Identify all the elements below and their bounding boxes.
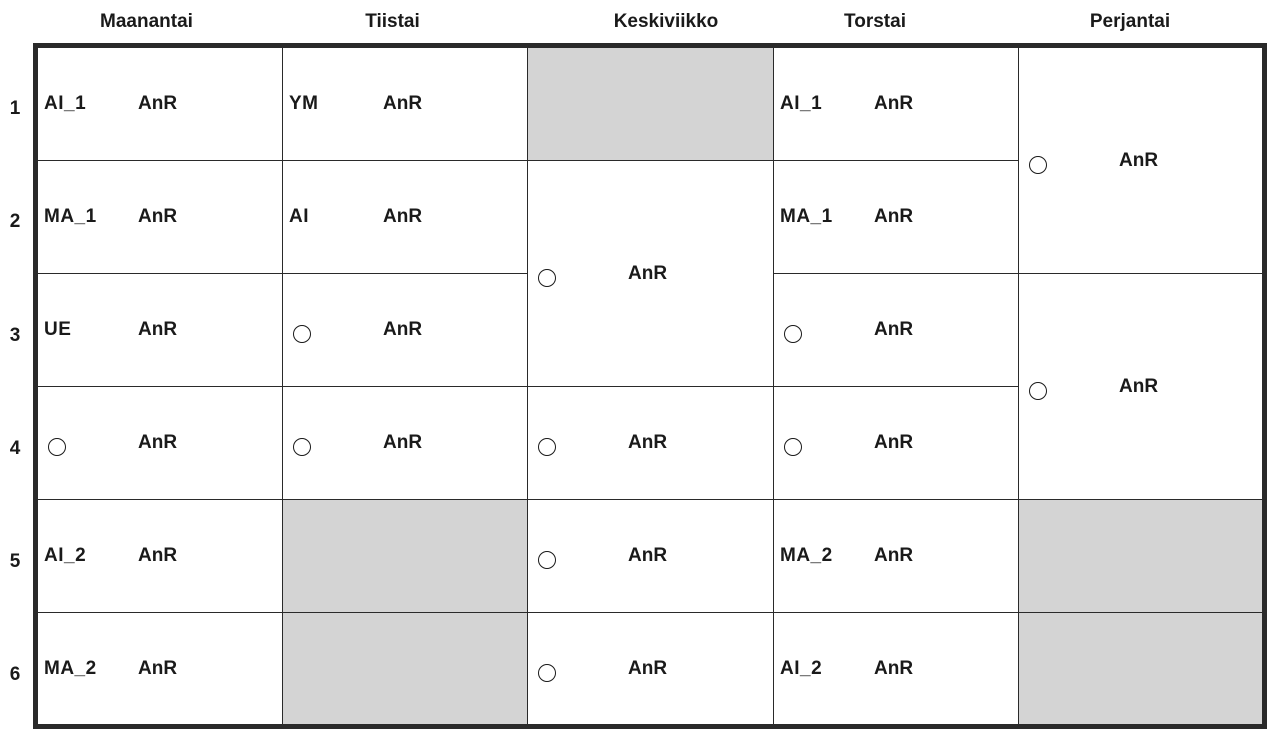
period-number-3: 3: [9, 325, 21, 346]
course-code: MA_1: [44, 206, 97, 227]
period-number-4: 4: [9, 438, 21, 459]
circle-icon: [538, 269, 556, 287]
slot-tuesday-1[interactable]: [283, 48, 528, 161]
room-label: AnR: [383, 432, 423, 453]
day-header-friday: Perjantai: [1089, 11, 1171, 32]
room-label: AnR: [383, 206, 423, 227]
circle-icon: [538, 551, 556, 569]
room-label: AnR: [383, 319, 423, 340]
slot-tuesday-4[interactable]: [283, 387, 528, 500]
slot-wednesday-6[interactable]: [528, 613, 774, 724]
slot-friday-5-empty[interactable]: [1019, 500, 1262, 613]
course-code: AI: [289, 206, 309, 227]
slot-monday-2[interactable]: [38, 161, 283, 274]
slot-wednesday-4[interactable]: [528, 387, 774, 500]
day-header-monday: Maanantai: [100, 11, 193, 32]
room-label: AnR: [874, 206, 914, 227]
slot-monday-5[interactable]: [38, 500, 283, 613]
circle-icon: [293, 438, 311, 456]
slot-tuesday-6-empty[interactable]: [283, 613, 528, 724]
circle-icon: [538, 664, 556, 682]
room-label: AnR: [1119, 375, 1159, 397]
circle-icon: [293, 325, 311, 343]
room-label: AnR: [628, 657, 668, 679]
slot-friday-3-4[interactable]: [1019, 274, 1262, 500]
course-code: MA_2: [44, 657, 97, 679]
course-code: MA_1: [780, 206, 833, 227]
slot-wednesday-2-3[interactable]: [528, 161, 774, 387]
course-code: MA_2: [780, 545, 833, 566]
room-label: AnR: [138, 432, 178, 453]
day-header-wednesday: Keskiviikko: [613, 11, 719, 32]
slot-wednesday-1-empty[interactable]: [528, 48, 774, 161]
room-label: AnR: [628, 545, 668, 566]
room-label: AnR: [138, 319, 178, 340]
day-header-tuesday: Tiistai: [365, 11, 420, 32]
slot-thursday-3[interactable]: [774, 274, 1019, 387]
circle-icon: [48, 438, 66, 456]
slot-thursday-6[interactable]: [774, 613, 1019, 724]
slot-friday-1-2[interactable]: [1019, 48, 1262, 274]
circle-icon: [1029, 156, 1047, 174]
slot-thursday-4[interactable]: [774, 387, 1019, 500]
room-label: AnR: [874, 93, 914, 114]
slot-monday-3[interactable]: [38, 274, 283, 387]
slot-tuesday-2[interactable]: [283, 161, 528, 274]
room-label: AnR: [628, 262, 668, 284]
slot-wednesday-5[interactable]: [528, 500, 774, 613]
room-label: AnR: [874, 545, 914, 566]
circle-icon: [784, 325, 802, 343]
course-code: AI_1: [44, 93, 87, 114]
course-code: AI_2: [780, 657, 823, 679]
slot-tuesday-3[interactable]: [283, 274, 528, 387]
period-number-1: 1: [9, 98, 21, 119]
room-label: AnR: [874, 657, 914, 679]
room-label: AnR: [138, 93, 178, 114]
slot-thursday-1[interactable]: [774, 48, 1019, 161]
day-header-thursday: Torstai: [844, 11, 906, 32]
circle-icon: [1029, 382, 1047, 400]
course-code: AI_1: [780, 93, 823, 114]
room-label: AnR: [628, 432, 668, 453]
slot-thursday-2[interactable]: [774, 161, 1019, 274]
circle-icon: [784, 438, 802, 456]
room-label: AnR: [138, 206, 178, 227]
room-label: AnR: [1119, 149, 1159, 171]
room-label: AnR: [874, 432, 914, 453]
room-label: AnR: [138, 657, 178, 679]
room-label: AnR: [383, 93, 423, 114]
slot-monday-4[interactable]: [38, 387, 283, 500]
circle-icon: [538, 438, 556, 456]
period-number-5: 5: [9, 551, 21, 572]
room-label: AnR: [138, 545, 178, 566]
course-code: UE: [44, 319, 72, 340]
slot-monday-1[interactable]: [38, 48, 283, 161]
slot-thursday-5[interactable]: [774, 500, 1019, 613]
slot-friday-6-empty[interactable]: [1019, 613, 1262, 724]
schedule-grid: [33, 43, 1267, 729]
course-code: AI_2: [44, 545, 87, 566]
period-number-2: 2: [9, 211, 21, 232]
period-number-6: 6: [9, 664, 21, 685]
slot-tuesday-5-empty[interactable]: [283, 500, 528, 613]
room-label: AnR: [874, 319, 914, 340]
slot-monday-6[interactable]: [38, 613, 283, 724]
course-code: YM: [289, 93, 319, 114]
